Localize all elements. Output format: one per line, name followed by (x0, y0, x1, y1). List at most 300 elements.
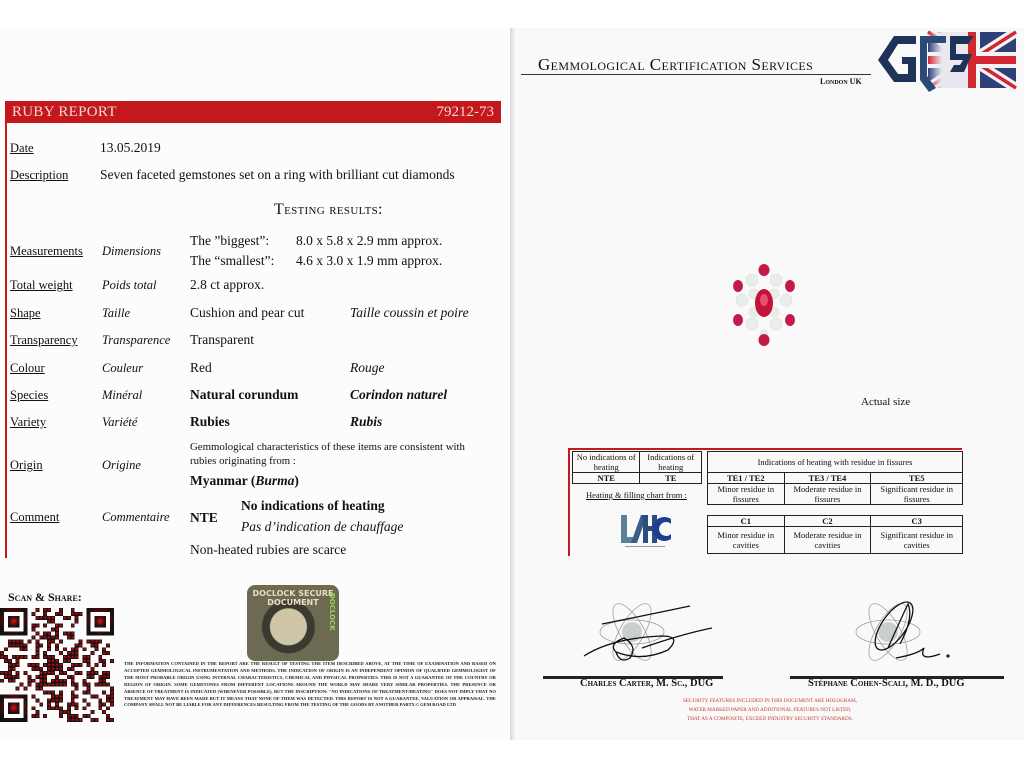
qr-module (20, 683, 24, 687)
qr-module (67, 616, 71, 620)
qr-module (67, 651, 71, 655)
species-label-fr: Minéral (102, 388, 143, 402)
qr-module (16, 659, 20, 663)
fissure-desc: Moderate residue in fissures (784, 484, 871, 505)
qr-module (31, 667, 35, 671)
qr-module (47, 702, 51, 706)
qr-module (55, 612, 59, 616)
species-value-fr: Corindon naturel (350, 387, 448, 402)
signature-stephane-cohen-scali (848, 592, 998, 672)
qr-module (83, 679, 87, 683)
qr-module (110, 659, 114, 663)
qr-module (86, 683, 90, 687)
qr-module (67, 675, 71, 679)
qr-code[interactable] (0, 606, 114, 724)
total-weight-label-fr: Poids total (102, 278, 157, 292)
qr-module (12, 679, 16, 683)
qr-module (98, 655, 102, 659)
total-weight-value: 2.8 ct approx. (190, 277, 265, 292)
security-line-1: SECURITY FEATURES INCLUDED IN THIS DOCUMENT ARE HOLOGRAM, (683, 698, 857, 704)
qr-module (43, 624, 47, 628)
qr-module (106, 698, 110, 702)
qr-module (102, 691, 106, 695)
qr-module (12, 663, 16, 667)
qr-module (98, 675, 102, 679)
qr-module (75, 655, 79, 659)
qr-module (71, 698, 75, 702)
qr-module (63, 679, 67, 683)
qr-module (55, 706, 59, 710)
qr-module (67, 710, 71, 714)
qr-module (8, 679, 12, 683)
hologram-side-text: DOCLOCK (328, 593, 336, 631)
signer-charles-carter: Charles Carter, M. Sc., DUG (580, 678, 714, 689)
qr-module (20, 639, 24, 643)
comment-value-fr: Pas d’indication de chauffage (241, 519, 404, 534)
qr-module (35, 687, 39, 691)
qr-module (59, 667, 63, 671)
comment-label: Comment (10, 510, 60, 524)
qr-module (4, 675, 8, 679)
qr-module (20, 647, 24, 651)
qr-module (75, 671, 79, 675)
qr-module (75, 694, 79, 698)
origin-country-close: ) (294, 473, 299, 488)
qr-module (43, 636, 47, 640)
qr-module (16, 655, 20, 659)
qr-module (90, 710, 94, 714)
qr-module (86, 702, 90, 706)
species-value: Natural corundum (190, 387, 299, 402)
qr-module (47, 663, 51, 667)
qr-module (90, 667, 94, 671)
qr-module (86, 663, 90, 667)
qr-module (55, 683, 59, 687)
qr-module (98, 683, 102, 687)
gcs-logo-text: GCS (876, 30, 878, 31)
transparency-label-fr: Transparence (102, 333, 171, 347)
qr-module (59, 671, 63, 675)
date-value: 13.05.2019 (100, 140, 161, 155)
qr-module (55, 628, 59, 632)
qr-module (43, 608, 47, 612)
qr-module (8, 639, 12, 643)
qr-module (16, 663, 20, 667)
qr-module (75, 647, 79, 651)
qr-module (31, 663, 35, 667)
qr-module (51, 691, 55, 695)
shape-label-fr: Taille (102, 306, 131, 320)
qr-module (8, 702, 20, 714)
qr-module (28, 675, 32, 679)
qr-module (75, 616, 79, 620)
qr-module (71, 608, 75, 612)
qr-module (55, 632, 59, 636)
qr-module (59, 714, 63, 718)
qr-module (0, 679, 4, 683)
qr-module (83, 647, 87, 651)
qr-module (51, 639, 55, 643)
qr-module (24, 655, 28, 659)
qr-module (39, 667, 43, 671)
qr-module (35, 647, 39, 651)
qr-module (71, 714, 75, 718)
qr-module (94, 683, 98, 687)
qr-module (43, 616, 47, 620)
qr-module (71, 691, 75, 695)
qr-module (90, 675, 94, 679)
qr-module (51, 616, 55, 620)
cavity-desc: Moderate residue in cavities (784, 527, 871, 554)
qr-module (59, 706, 63, 710)
variety-label-fr: Variété (102, 415, 138, 429)
qr-module (71, 655, 75, 659)
qr-module (71, 667, 75, 671)
qr-module (63, 671, 67, 675)
signer-stephane-cohen-scali: Stéphane Cohen-Scali, M. D., DUG (808, 678, 965, 689)
qr-module (83, 714, 87, 718)
qr-module (35, 667, 39, 671)
qr-module (110, 694, 114, 698)
nte-header: No indications of heating (573, 452, 640, 473)
qr-module (35, 714, 39, 718)
qr-module (16, 675, 20, 679)
qr-module (35, 643, 39, 647)
origin-label: Origin (10, 458, 43, 472)
qr-module (47, 655, 51, 659)
qr-module (16, 643, 20, 647)
qr-module (110, 691, 114, 695)
cavity-code: C3 (871, 516, 963, 527)
qr-module (55, 643, 59, 647)
report-number: 79212-73 (436, 104, 494, 120)
qr-module (47, 620, 51, 624)
comment-label-fr: Commentaire (102, 510, 170, 524)
qr-module (4, 659, 8, 663)
qr-module (102, 651, 106, 655)
qr-module (55, 679, 59, 683)
qr-module (94, 643, 98, 647)
qr-module (35, 651, 39, 655)
qr-module (71, 632, 75, 636)
comment-code: NTE (190, 510, 218, 525)
chart-red-rule (568, 448, 962, 450)
doclock-hologram (247, 585, 339, 661)
qr-module (28, 639, 32, 643)
testing-results-heading: Testing results: (274, 201, 383, 218)
qr-module (31, 706, 35, 710)
qr-module (90, 639, 94, 643)
biggest-label: The ”biggest”: (190, 233, 270, 248)
lahc-logo-text: LAHC (617, 513, 620, 514)
cavity-desc: Significant residue in cavities (871, 527, 963, 554)
qr-module (94, 616, 106, 628)
qr-module (47, 706, 51, 710)
qr-module (75, 706, 79, 710)
qr-module (67, 655, 71, 659)
comment-value: No indications of heating (241, 498, 385, 513)
qr-module (51, 698, 55, 702)
qr-module (79, 663, 83, 667)
signature-charles-carter (572, 592, 722, 672)
qr-module (55, 694, 59, 698)
qr-module (39, 616, 43, 620)
qr-module (24, 687, 28, 691)
qr-module (35, 632, 39, 636)
qr-module (20, 643, 24, 647)
qr-module (102, 683, 106, 687)
qr-module (71, 636, 75, 640)
qr-module (31, 694, 35, 698)
report-red-border (5, 123, 7, 558)
qr-module (94, 663, 98, 667)
fissure-code: TE5 (871, 473, 963, 484)
qr-module (83, 683, 87, 687)
qr-module (86, 655, 90, 659)
qr-module (55, 675, 59, 679)
actual-size-caption: Actual size (861, 396, 911, 408)
qr-module (51, 659, 55, 663)
qr-module (43, 612, 47, 616)
qr-module (71, 624, 75, 628)
qr-module (47, 616, 51, 620)
smallest-label: The “smallest”: (190, 253, 275, 268)
qr-module (94, 639, 98, 643)
qr-module (59, 683, 63, 687)
qr-module (39, 675, 43, 679)
qr-module (67, 632, 71, 636)
qr-module (55, 667, 59, 671)
qr-module (35, 683, 39, 687)
qr-module (51, 679, 55, 683)
transparency-label: Transparency (10, 333, 78, 347)
cavity-desc: Minor residue in cavities (708, 527, 785, 554)
qr-module (98, 659, 102, 663)
qr-module (86, 639, 90, 643)
cavity-code: C1 (708, 516, 785, 527)
heating-table-nte-te (572, 451, 702, 484)
qr-module (75, 687, 79, 691)
title-rule (521, 74, 871, 75)
qr-module (55, 702, 59, 706)
qr-module (47, 632, 51, 636)
ruby-ring-photo (724, 262, 804, 348)
qr-module (4, 655, 8, 659)
qr-module (47, 698, 51, 702)
disclaimer-text: THE INFORMATION CONTAINED IN THE REPORT ARE THE RESULT OF TESTING THE ITEM DESCRIBED ABOVE, AT THE TIME OF EXAMINATION AND BASED ON ACCEPTED GEMMOLOGICAL INSTRUMENTATION AND METHODS. THE INDICATION OF ORIGIN IS AN INDEPENDENT OPINION OF QUALIFIED GEMMOLOGIST OF THE MOST PROBABLE ORIGIN USING INTERNAL CHARACTERISTICS, CHEMICAL AND PHYSICAL PROPERTIES. THIS IS NOT A GUARANTEE OF THE COUNTRY OR REGION OF ORIGIN. SOME GEMSTONES FROM DIFFERENT LOCATIONS AROUND THE WORLD MAY SHARE VERY SIMILAR PROPERTIES. THE PRESENCE OR ABSENCE OF TREATMENT IS INDICATED (WHENEVER POSSIBLE), BUT THE INSCRIPTION: "NO INDICATIONS OF TREATMENT/HEATING" DOES NOT IMPLY THAT NO TREATMENT MAY HAVE BEEN MADE BUT IT MEANS THAT NONE OF THEM WAS DETECTED. THIS REPORT IS NOT A GUARANTEE, VALUATION OR APPRAISAL. THE COMPANY SHALL NOT BE LIABLE FOR ANY DIFFERENCES RESULTING FROM THE TESTING OF THE GOODS BY ANOTHER PARTY.© GEM ROAD LTD (124, 661, 496, 708)
qr-module (75, 683, 79, 687)
security-line-2: WATER MARKED PAPER AND ADDITIONAL FEATURES NOT LISTED, (688, 707, 852, 713)
qr-module (8, 667, 12, 671)
qr-module (59, 651, 63, 655)
qr-module (43, 632, 47, 636)
measurements-label-fr: Dimensions (102, 244, 162, 258)
transparency-value: Transparent (190, 332, 254, 347)
nte-code: NTE (573, 473, 640, 484)
lahc-logo (617, 513, 673, 549)
qr-module (98, 706, 102, 710)
qr-module (43, 671, 47, 675)
origin-country (190, 473, 299, 489)
qr-module (47, 671, 51, 675)
measurements-label: Measurements (10, 244, 83, 258)
qr-module (71, 694, 75, 698)
hologram-text: DOCLOCK SECURE DOCUMENT (252, 589, 334, 607)
gcs-title: Gemmological Certification Services (538, 55, 814, 74)
qr-module (106, 651, 110, 655)
qr-module (28, 663, 32, 667)
qr-module (71, 679, 75, 683)
colour-value-fr: Rouge (350, 360, 385, 375)
qr-module (43, 655, 47, 659)
fissure-desc: Significant residue in fissures (871, 484, 963, 505)
qr-module (12, 655, 16, 659)
qr-module (47, 647, 51, 651)
qr-module (90, 694, 94, 698)
qr-module (47, 643, 51, 647)
shape-label: Shape (10, 306, 41, 320)
qr-module (31, 655, 35, 659)
heating-table-cavities (707, 515, 963, 554)
qr-module (71, 683, 75, 687)
qr-module (106, 718, 110, 722)
qr-module (86, 675, 90, 679)
qr-module (20, 655, 24, 659)
qr-module (67, 718, 71, 722)
qr-module (55, 647, 59, 651)
qr-module (12, 643, 16, 647)
qr-module (90, 718, 94, 722)
qr-module (102, 663, 106, 667)
qr-module (28, 683, 32, 687)
qr-module (83, 706, 87, 710)
qr-module (31, 628, 35, 632)
qr-module (75, 663, 79, 667)
qr-module (4, 671, 8, 675)
qr-module (16, 639, 20, 643)
qr-module (47, 639, 51, 643)
qr-module (24, 647, 28, 651)
qr-module (39, 679, 43, 683)
qr-module (106, 643, 110, 647)
qr-module (43, 675, 47, 679)
qr-module (51, 667, 55, 671)
qr-module (59, 710, 63, 714)
qr-module (59, 639, 63, 643)
description-value: Seven faceted gemstones set on a ring with brilliant cut diamonds (100, 167, 455, 182)
qr-module (102, 647, 106, 651)
qr-module (71, 612, 75, 616)
te-code: TE (640, 473, 702, 484)
variety-value-fr: Rubis (350, 414, 383, 429)
qr-module (75, 643, 79, 647)
scan-share-title: Scan & Share: (8, 590, 82, 604)
qr-module (39, 636, 43, 640)
qr-module (83, 659, 87, 663)
security-line-3: THAT AS A COMPOSITE, EXCEED INDUSTRY SECURITY STANDARDS. (687, 716, 853, 722)
qr-module (31, 679, 35, 683)
qr-module (51, 663, 55, 667)
qr-module (102, 710, 106, 714)
qr-module (43, 691, 47, 695)
qr-module (39, 687, 43, 691)
qr-module (35, 624, 39, 628)
qr-module (47, 691, 51, 695)
qr-module (55, 663, 59, 667)
qr-module (8, 616, 20, 628)
date-label: Date (10, 141, 34, 155)
qr-module (59, 694, 63, 698)
origin-country-alt: Burma (255, 473, 295, 488)
qr-module (51, 628, 55, 632)
qr-module (43, 683, 47, 687)
cavity-code: C2 (784, 516, 871, 527)
colour-label-fr: Couleur (102, 361, 143, 375)
shape-value: Cushion and pear cut (190, 305, 305, 320)
qr-module (24, 671, 28, 675)
qr-module (83, 691, 87, 695)
fissure-desc: Minor residue in fissures (708, 484, 785, 505)
qr-module (94, 694, 98, 698)
qr-module (79, 639, 83, 643)
qr-module (35, 675, 39, 679)
qr-module (59, 691, 63, 695)
qr-module (16, 671, 20, 675)
qr-module (35, 616, 39, 620)
qr-module (55, 636, 59, 640)
qr-module (0, 671, 4, 675)
qr-module (51, 671, 55, 675)
origin-label-fr: Origine (102, 458, 141, 472)
qr-module (43, 679, 47, 683)
qr-module (4, 647, 8, 651)
qr-module (86, 691, 90, 695)
variety-label: Variety (10, 415, 47, 429)
qr-module (86, 714, 90, 718)
qr-module (71, 718, 75, 722)
qr-module (51, 620, 55, 624)
qr-module (8, 671, 12, 675)
qr-module (71, 675, 75, 679)
qr-module (106, 714, 110, 718)
qr-module (98, 698, 102, 702)
fissure-code: TE3 / TE4 (784, 473, 871, 484)
description-label: Description (10, 168, 69, 182)
qr-module (75, 651, 79, 655)
fissures-header: Indications of heating with residue in fissures (708, 452, 963, 473)
qr-module (47, 659, 51, 663)
qr-module (106, 671, 110, 675)
qr-module (79, 671, 83, 675)
qr-module (83, 698, 87, 702)
qr-module (102, 675, 106, 679)
qr-module (51, 655, 55, 659)
qr-module (71, 651, 75, 655)
qr-module (59, 679, 63, 683)
colour-value: Red (190, 360, 212, 375)
total-weight-label: Total weight (10, 278, 73, 292)
qr-module (110, 687, 114, 691)
qr-module (86, 671, 90, 675)
qr-module (43, 651, 47, 655)
qr-module (55, 659, 59, 663)
qr-module (63, 710, 67, 714)
qr-module (98, 679, 102, 683)
te-header: Indications of heating (640, 452, 702, 473)
qr-module (67, 659, 71, 663)
chart-source-label: Heating & filling chart from : (586, 490, 687, 500)
qr-module (35, 608, 39, 612)
